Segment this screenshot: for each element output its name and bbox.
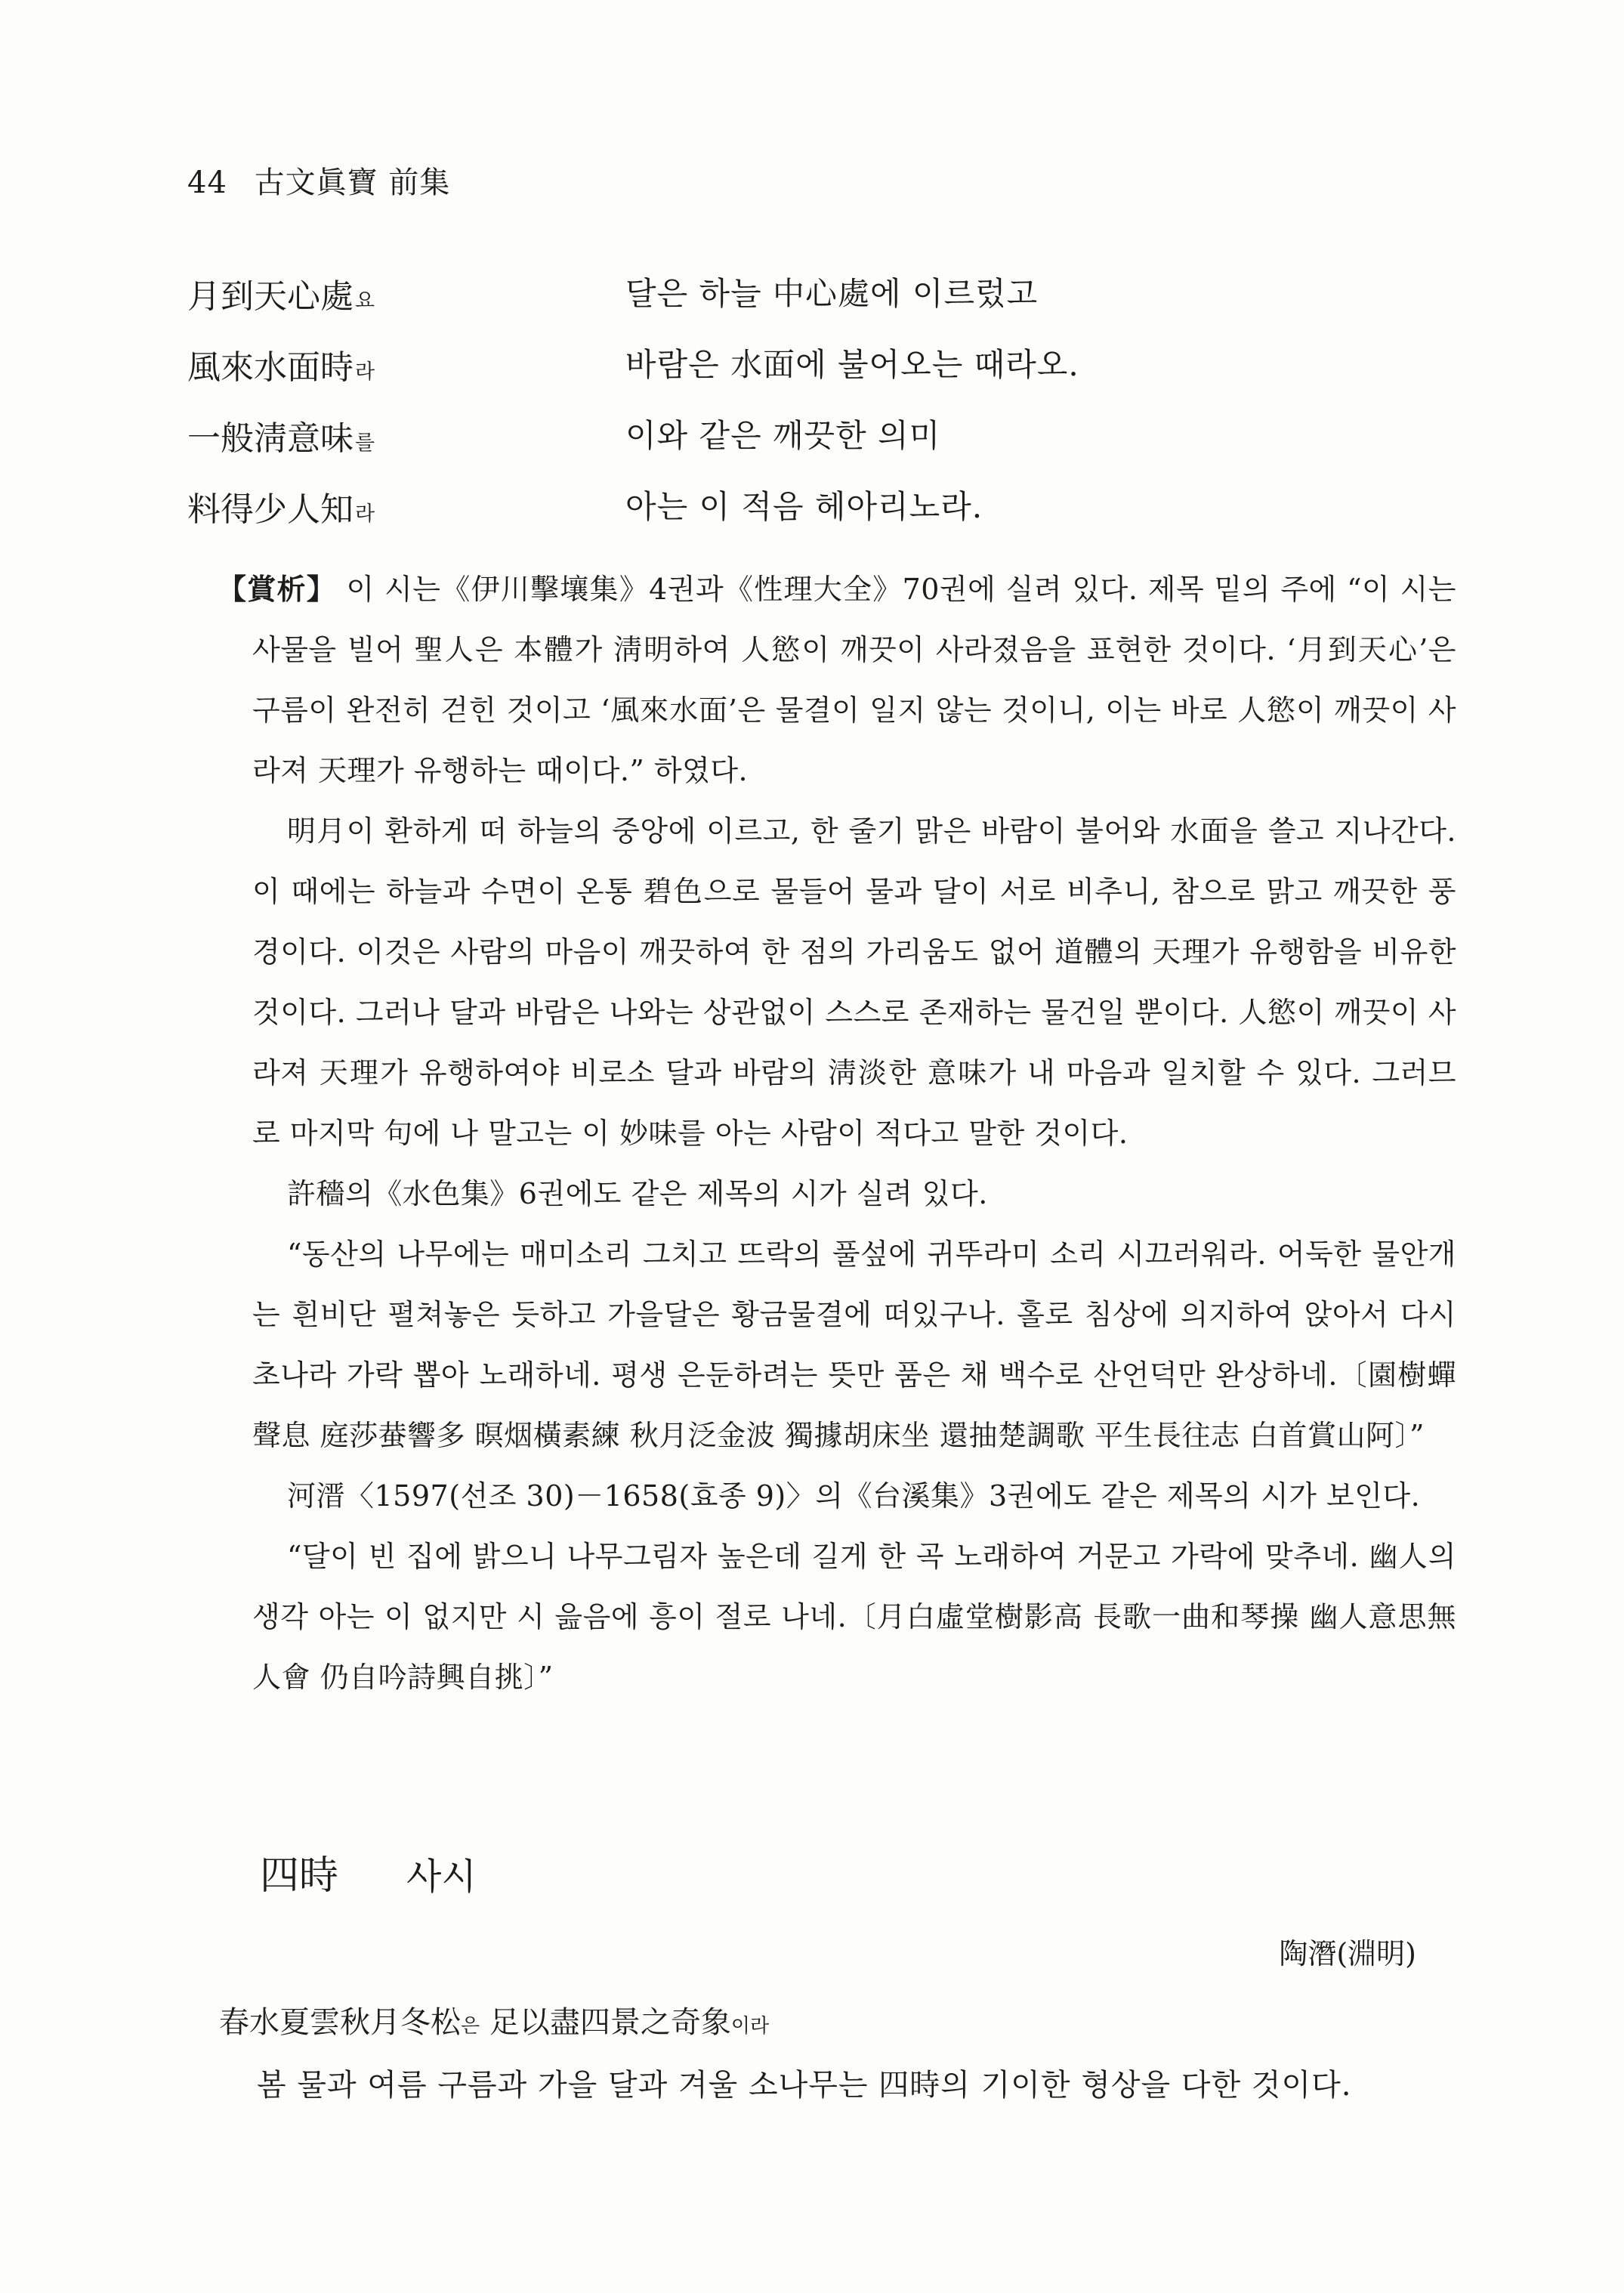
verse-original: 春水夏雲秋月冬松은 足以盡四景之奇象이라: [219, 2005, 770, 2040]
korean-particle: 라: [355, 360, 375, 384]
commentary-paragraph: 許穡의《水色集》6권에도 같은 제목의 시가 실려 있다.: [287, 1177, 988, 1210]
commentary-paragraph: 明月이 환하게 떠 하늘의 중앙에 이르고, 한 줄기 맑은 바람이 불어와 水面을 쓸고 지나간다. 이 때에는 하늘과 수면이 온통 碧色으로 물들어 물과 달이 서로 비추니, 참으로 맑고 깨끗한 풍경이다. 이것은 사람의 마음이 깨끗하여 한 점의 가리움도 없어 道體의 天理가 유행함을 비유한 것이다. 그러나 달과 바람은 나와는 상관없이 스스로 존재하는 물건일 뿐이다. 人慾이 깨끗이 사라져 天理가 유행하여야 비로소 달과 바람의 淸淡한 意味가 내 마음과 일치할 수 있다. 그러므로 마지막 句에 나 말고는 이 妙味를 아는 사람이 적다고 말한 것이다.: [252, 814, 1456, 1150]
section-title-korean: 사시: [406, 1856, 477, 1898]
quoted-poem-paragraph: “동산의 나무에는 매미소리 그치고 뜨락의 풀섶에 귀뚜라미 소리 시끄러워라. 어둑한 물안개는 흰비단 펼쳐놓은 듯하고 가을달은 황금물결에 떠있구나. 홀로 침상에 의지하여 앉아서 다시 초나라 가락 뽑아 노래하네. 평생 은둔하려는 뜻만 품은 채 백수로 산언덕만 완상하네.〔園樹蟬聲息 庭莎蛬響多 暝烟橫素練 秋月泛金波 獨據胡床坐 還抽楚調歌 平生長往志 白首賞山阿〕”: [252, 1238, 1456, 1452]
poem-line: [187, 269, 1471, 340]
korean-particle: 요: [355, 289, 375, 313]
section-title-hanja: 四時: [260, 1853, 339, 1899]
poem-original: 一般淸意味를: [187, 419, 375, 458]
korean-particle: 이라: [730, 2015, 770, 2038]
book-title: 古文眞寶 前集: [254, 165, 451, 200]
poem-translation: 이와 같은 깨끗한 의미: [625, 417, 941, 454]
poem-original: 月到天心處요: [187, 277, 375, 316]
poem-translation: 달은 하늘 中心處에 이르렀고: [625, 275, 1039, 312]
commentary-section: [218, 559, 1456, 1707]
poem-block: [187, 269, 1471, 553]
korean-particle: 은: [461, 2015, 480, 2038]
commentary-paragraph: 【賞析】 이 시는《伊川擊壤集》4권과《性理大全》70권에 실려 있다. 제목 밑의 주에 “이 시는 사물을 빌어 聖人은 本體가 淸明하여 人慾이 깨끗이 사라졌음을 표현한 것이다. ‘月到天心’은 구름이 완전히 걷힌 것이고 ‘風來水面’은 물결이 일지 않는 것이니, 이는 바로 人慾이 깨끗이 사라져 天理가 유행하는 때이다.” 하였다.: [218, 572, 1456, 787]
poem-line: [187, 482, 1471, 553]
poem-original: 料得少人知라: [187, 490, 375, 529]
section-title: [260, 1843, 477, 1900]
poem-line: [187, 411, 1471, 482]
verse-translation: 봄 물과 여름 구름과 가을 달과 겨울 소나무는 四時의 기이한 형상을 다한 것이다.: [257, 2068, 1352, 2103]
korean-particle: 라: [355, 502, 375, 526]
commentary-label: 【賞析】: [218, 572, 337, 606]
korean-particle: 를: [355, 431, 375, 455]
page-number: 44: [187, 165, 227, 200]
commentary-paragraph: 河溍〈1597(선조 30)－1658(효종 9)〉의《台溪集》3권에도 같은 제목의 시가 보인다.: [287, 1479, 1421, 1513]
poem-line: [187, 340, 1471, 411]
running-header: [187, 159, 450, 202]
poem-translation: 바람은 水面에 불어오는 때라오.: [625, 346, 1079, 383]
author-name: 陶潛(淵明): [1279, 1937, 1416, 1970]
poem-translation: 아는 이 적음 헤아리노라.: [625, 488, 983, 525]
poem-original: 風來水面時라: [187, 348, 375, 387]
quoted-poem-paragraph: “달이 빈 집에 밝으니 나무그림자 높은데 길게 한 곡 노래하여 거문고 가락에 맞추네. 幽人의 생각 아는 이 없지만 시 읊음에 흥이 절로 나네.〔月白虛堂樹影高 長歌一曲和琴操 幽人意思無人會 仍自吟詩興自挑〕”: [252, 1540, 1456, 1694]
